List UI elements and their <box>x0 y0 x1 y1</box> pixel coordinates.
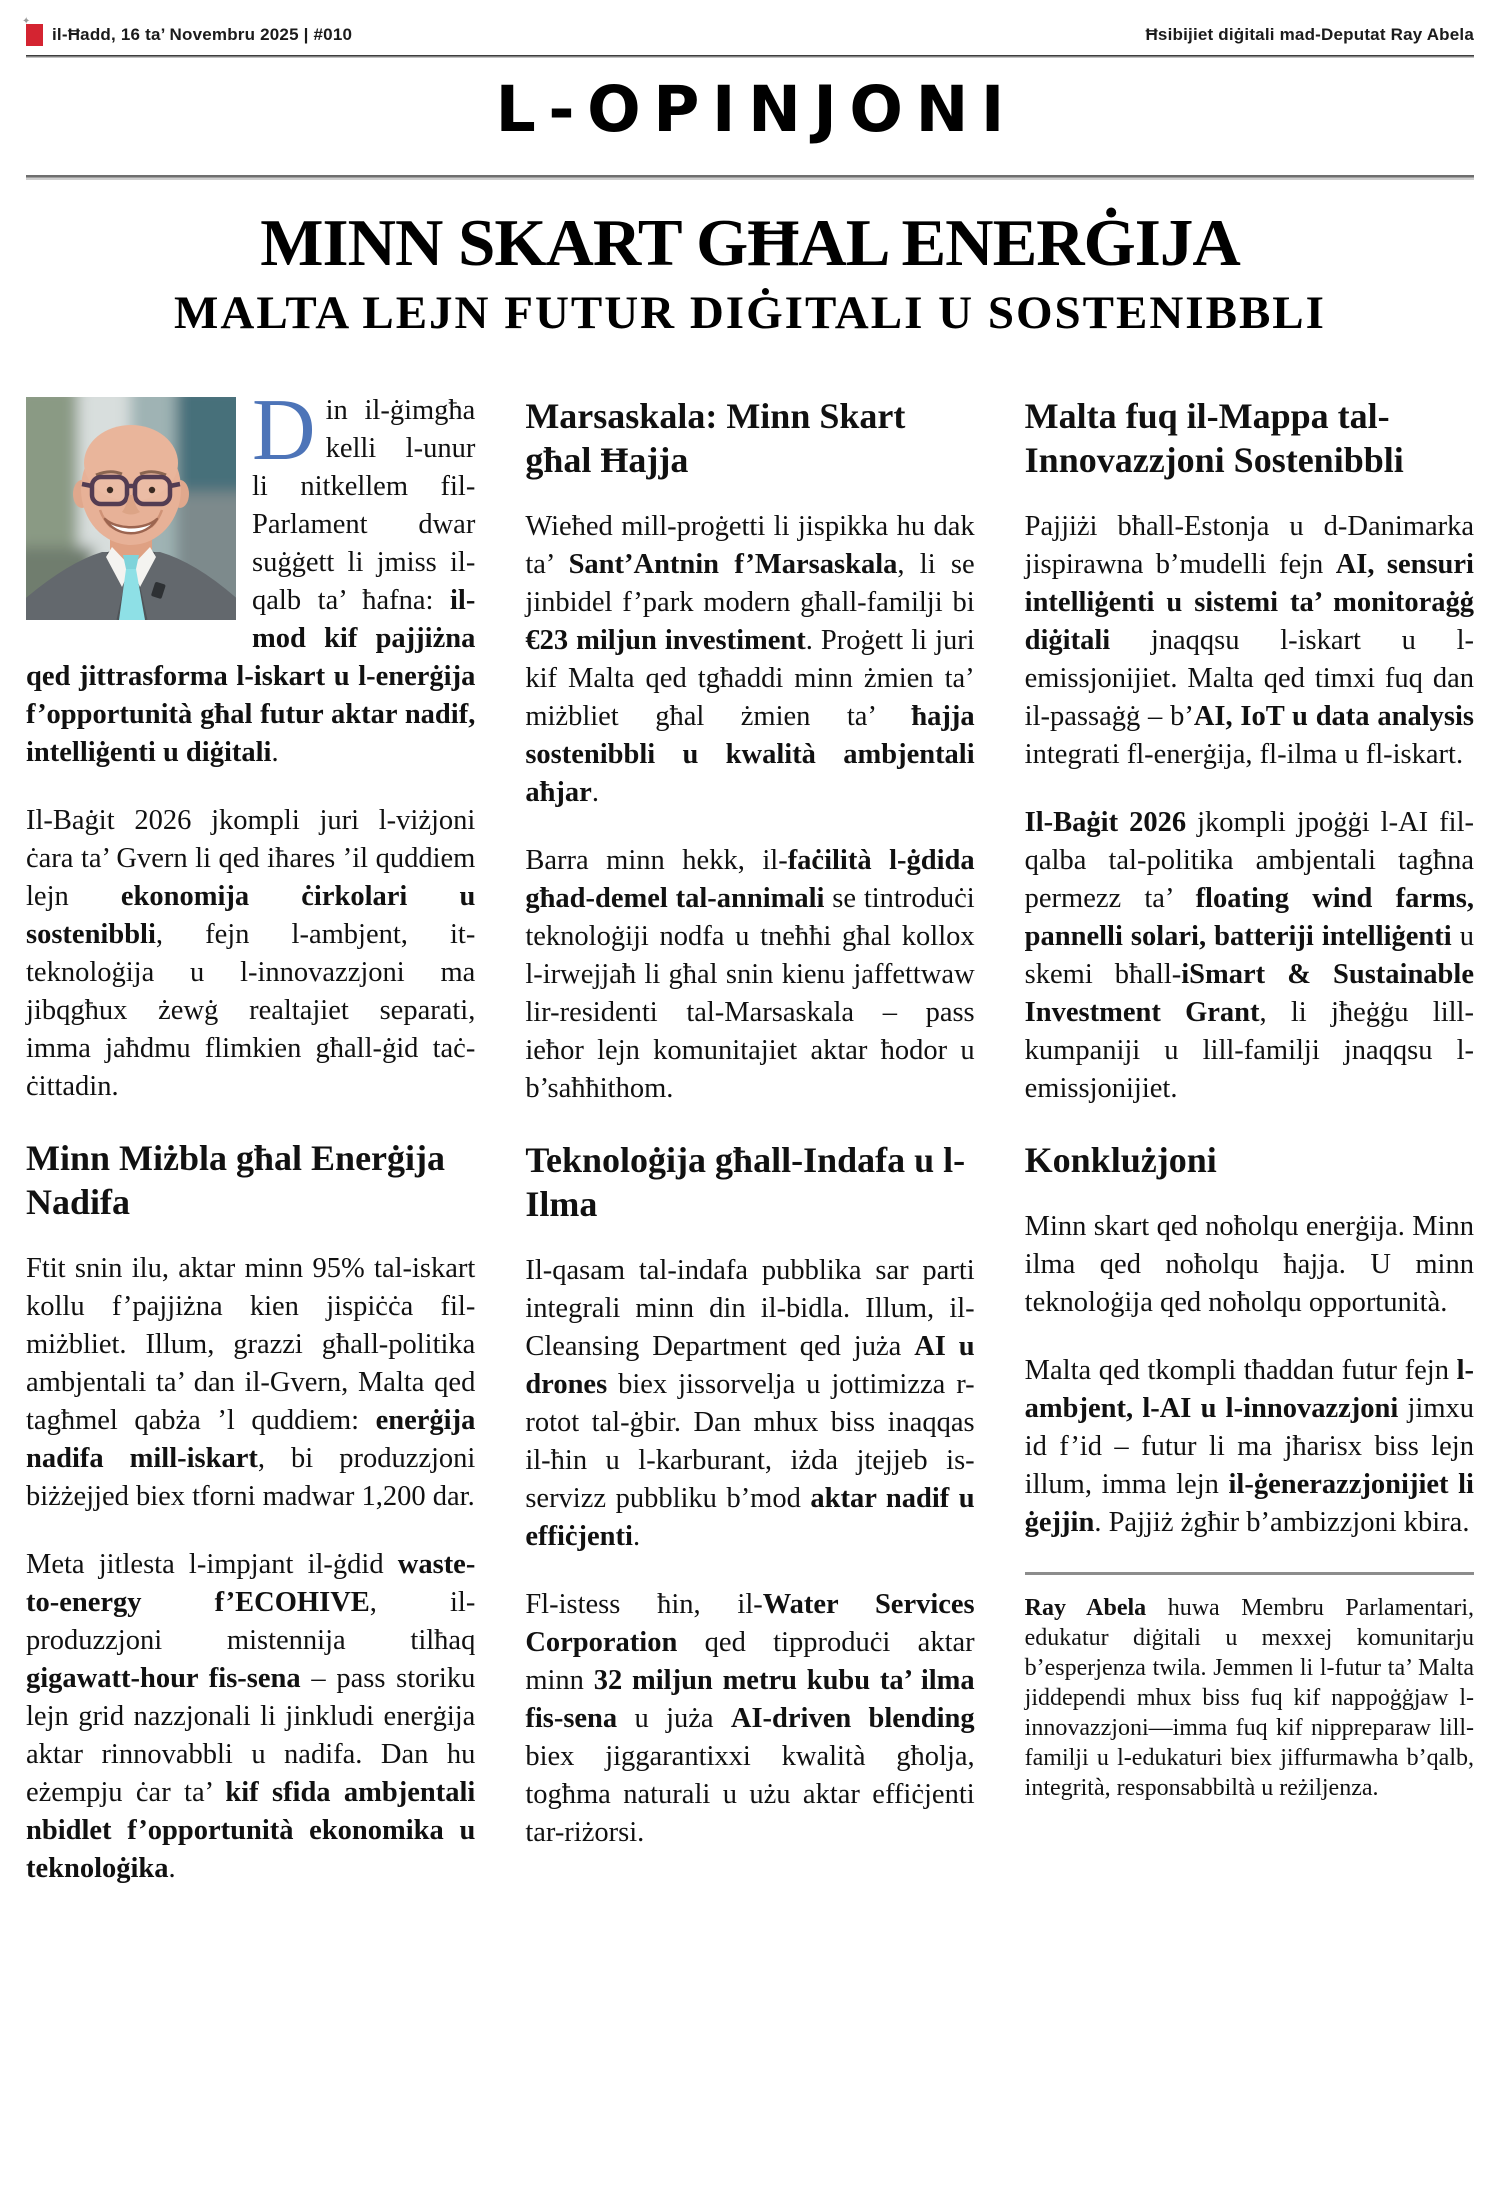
section-heading: Konklużjoni <box>1024 1140 1217 1181</box>
section-heading: Marsaskala: Minn Skart għal Ħajja <box>525 396 906 481</box>
text-segment: Fl-istess ħin, il- <box>525 1589 763 1621</box>
edition-tagline: Ħsibijiet diġitali mad-Deputat Ray Abela <box>1145 25 1474 44</box>
text-segment: waste-to-energy f’ECOHIVE <box>26 1549 476 1619</box>
masthead-title: L-OPINJONI <box>495 73 1017 146</box>
text-segment: €23 miljun investiment <box>525 625 806 657</box>
section-heading: Minn Miżbla għal Enerġija Nadifa <box>26 1138 446 1223</box>
column-3 <box>1025 392 1474 1888</box>
text-segment: Wieħed mill-proġetti li jispikka hu dak ta’ <box>525 511 975 581</box>
portrait-illustration <box>26 397 236 620</box>
text-segment: , il-produzzjoni mistennija tilħaq <box>26 1587 476 1657</box>
text-segment: floating wind farms, pannelli solari, batteriji intelliġenti <box>1024 883 1474 953</box>
text-segment: qed tipproduċi aktar minn <box>525 1627 975 1697</box>
text-segment: . <box>591 777 599 809</box>
paragraph <box>1025 508 1474 774</box>
section-heading: Teknoloġija għall-Indafa u l-Ilma <box>525 1140 966 1225</box>
paragraph <box>1025 804 1474 1108</box>
text-segment: u juża <box>617 1703 731 1735</box>
brand-red-square <box>26 24 43 46</box>
text-segment: ekonomija ċirkolari u sostenibbli <box>26 881 476 951</box>
text-segment: jnaqqsu l-iskart u l-emissjonijiet. Malta qed timxi fuq dan il-passaġġ – b’ <box>1024 625 1474 733</box>
corner-mark: ✦ <box>22 16 31 27</box>
text-segment: . <box>271 737 279 769</box>
text-segment: . Proġett li juri kif Malta qed tgħaddi minn żmien ta’ miżbliet għal żmien ta’ <box>525 625 975 733</box>
text-segment: AI, IoT u data analysis <box>1193 701 1474 733</box>
text-segment: Pajjiżi bħall-Estonja u d-Danimarka jispirawna b’mudelli fejn <box>1024 511 1474 581</box>
text-segment: AI-driven blending <box>730 1703 975 1735</box>
text-segment: Water Services Corporation <box>525 1589 975 1659</box>
text-segment: . Pajjiż żgħir b’ambizzjoni kbira. <box>1094 1507 1470 1539</box>
column-1 <box>26 382 476 1888</box>
text-segment: , bi produzzjoni biżżejjed biex tforni madwar 1,200 dar. <box>26 1443 476 1513</box>
text-segment: kif sfida ambjentali nbidlet f’opportunità ekonomika u teknoloġika <box>26 1777 476 1885</box>
text-segment: . <box>632 1521 641 1553</box>
text-segment: Malta qed tkompli tħaddan futur fejn <box>1024 1355 1457 1387</box>
masthead-divider <box>26 175 1474 180</box>
text-segment: integrati fl-enerġija, fl-ilma u fl-iskart. <box>1024 739 1464 771</box>
text-segment: il-mod kif pajjiżna qed jittrasforma l-iskart u l-enerġija f’opportunità għal futur aktar nadif, intelliġenti u diġitali <box>26 585 476 769</box>
text-segment: – pass storiku lejn grid nazzjonali li jinkludi enerġija aktar rinnovabbli u nadifa. Dan hu eżempju ċar ta’ <box>26 1663 476 1809</box>
text-segment: Il-qasam tal-indafa pubblika sar parti integrali minn din il-bidla. Illum, il-Cleansing Department qed juża <box>525 1255 975 1363</box>
text-segment: jimxu id f’id – futur li ma jħarisx biss lejn illum, imma lejn <box>1024 1393 1474 1501</box>
text-segment: Ftit snin ilu, aktar minn 95% tal-iskart kollu f’pajjiżna kien jispiċċa fil-miżbliet. Illum, grazzi għall-politika ambjentali ta’ dan il-Gvern, Malta qed tagħmel qabża ’l quddiem: <box>26 1253 476 1437</box>
text-segment: biex jiggarantixxi kwalità għolja, togħma naturali u użu aktar effiċjenti tar-riżorsi. <box>525 1741 975 1849</box>
text-segment: , fejn l-ambjent, it-teknoloġija u l-innovazzjoni ma jibqgħux żewġ realtajiet separati, imma jaħdmu flimkien għall-ġid taċ-ċittadin. <box>26 919 476 1103</box>
text-segment: faċilità l-ġdida għad-demel tal-annimali <box>525 845 975 915</box>
text-segment: Meta jitlesta l-impjant il-ġdid <box>26 1549 398 1581</box>
text-segment: l-ambjent, l-AI u l-innovazzjoni <box>1024 1355 1474 1425</box>
author-portrait-photo <box>26 397 236 620</box>
text-segment: , li jħeġġu lill-kumpaniji u lill-familji jnaqqsu l-emissjonijiet. <box>1024 997 1474 1105</box>
section-heading: Malta fuq il-Mappa tal-Innovazzjoni Sostenibbli <box>1024 396 1404 481</box>
paragraph <box>1025 1208 1474 1322</box>
article-subheadline: MALTA LEJN FUTUR DIĠITALI U SOSTENIBBLI <box>174 287 1326 340</box>
text-segment: Il-Baġit 2026 jkompli juri l-viżjoni ċara ta’ Gvern li qed iħares ’il quddiem lejn <box>26 805 476 913</box>
paragraph <box>26 1250 475 1516</box>
text-segment: 32 miljun metru kubu ta’ ilma fis-sena <box>525 1665 975 1735</box>
paragraph <box>26 1546 475 1888</box>
author-bio <box>1025 1593 1474 1803</box>
text-segment: il-ġenerazzjonijiet li ġejjin <box>1024 1469 1474 1539</box>
issue-date-text: il-Ħadd, 16 ta’ Novembru 2025 | #010 <box>52 25 353 44</box>
paragraph <box>26 382 476 772</box>
paragraph <box>525 508 974 812</box>
article-body <box>0 382 1500 1888</box>
header-divider <box>26 55 1474 58</box>
author-name: Ray Abela <box>1024 1595 1147 1622</box>
text-segment: Minn skart qed noħolqu enerġija. Minn ilma qed noħolqu ħajja. U minn teknoloġija qed noħolqu opportunità. <box>1024 1211 1474 1319</box>
paragraph <box>525 1586 974 1852</box>
text-segment: iSmart & Sustainable Investment Grant <box>1024 959 1474 1029</box>
text-segment: , li se jinbidel f’park modern għall-familji bi <box>525 549 975 619</box>
text-segment: biex jissorvelja u jottimizza r-rotot tal-ġbir. Dan mhux biss inaqqas il-ħin u l-karburant, iżda jtejjeb is-servizz pubbliku b’mod <box>525 1369 975 1515</box>
text-segment: gigawatt-hour fis-sena <box>26 1663 301 1695</box>
drop-cap: D <box>252 382 316 480</box>
text-segment: enerġija nadifa mill-iskart <box>26 1405 476 1475</box>
text-segment: ħajja sostenibbli u kwalità ambjentali aħjar <box>525 701 975 809</box>
paragraph <box>26 802 475 1106</box>
column-2 <box>525 392 974 1888</box>
paragraph <box>525 1252 974 1556</box>
text-segment: u skemi bħall- <box>1024 921 1474 991</box>
text-segment: AI, sensuri intelliġenti u sistemi ta’ monitoraġġ diġitali <box>1024 549 1474 657</box>
text-segment: se tintroduċi teknoloġiji nodfa u tneħħi għal kollox l-irwejjaħ li għal snin kienu jaffettwaw lir-residenti tal-Marsaskala – pass ieħor lejn komunitajiet aktar ħodor u b’saħħithom. <box>525 883 975 1105</box>
paragraph <box>525 842 974 1108</box>
text-segment: in il-ġimgħa kelli l-unur li nitkellem fil-Parlament dwar suġġett li jmiss il-qalb ta’ ħafna: <box>252 395 476 617</box>
paragraph <box>1025 1352 1474 1542</box>
bio-divider <box>1025 1572 1474 1575</box>
text-segment: AI u drones <box>525 1331 975 1401</box>
text-segment: Il-Baġit 2026 <box>1024 807 1187 839</box>
text-segment: Sant’Antnin f’Marsaskala <box>568 549 898 581</box>
text-segment: . <box>168 1853 176 1885</box>
text-segment: aktar nadif u effiċjenti <box>525 1483 975 1553</box>
text-segment: huwa Membru Parlamentari, edukatur diġitali u mexxej komunitarju b’esperjenza twila. Jemmen li l-futur ta’ Malta jiddependi mhux biss fuq kif nappoġġjaw l-innovazzjoni—imma fuq kif nippreparaw lill-familji u l-edukaturi biex jiffurmawha b’qalb, integrità, responsabbiltà u reżiljenza. <box>1024 1595 1474 1802</box>
text-segment: jkompli jpoġġi l-AI fil-qalba tal-politika ambjentali tagħna permezz ta’ <box>1024 807 1474 915</box>
page-header <box>0 0 1500 55</box>
article-headline: MINN SKART GĦAL ENERĠIJA <box>260 206 1240 280</box>
issue-info <box>26 24 352 46</box>
text-segment: Barra minn hekk, il- <box>525 845 788 877</box>
